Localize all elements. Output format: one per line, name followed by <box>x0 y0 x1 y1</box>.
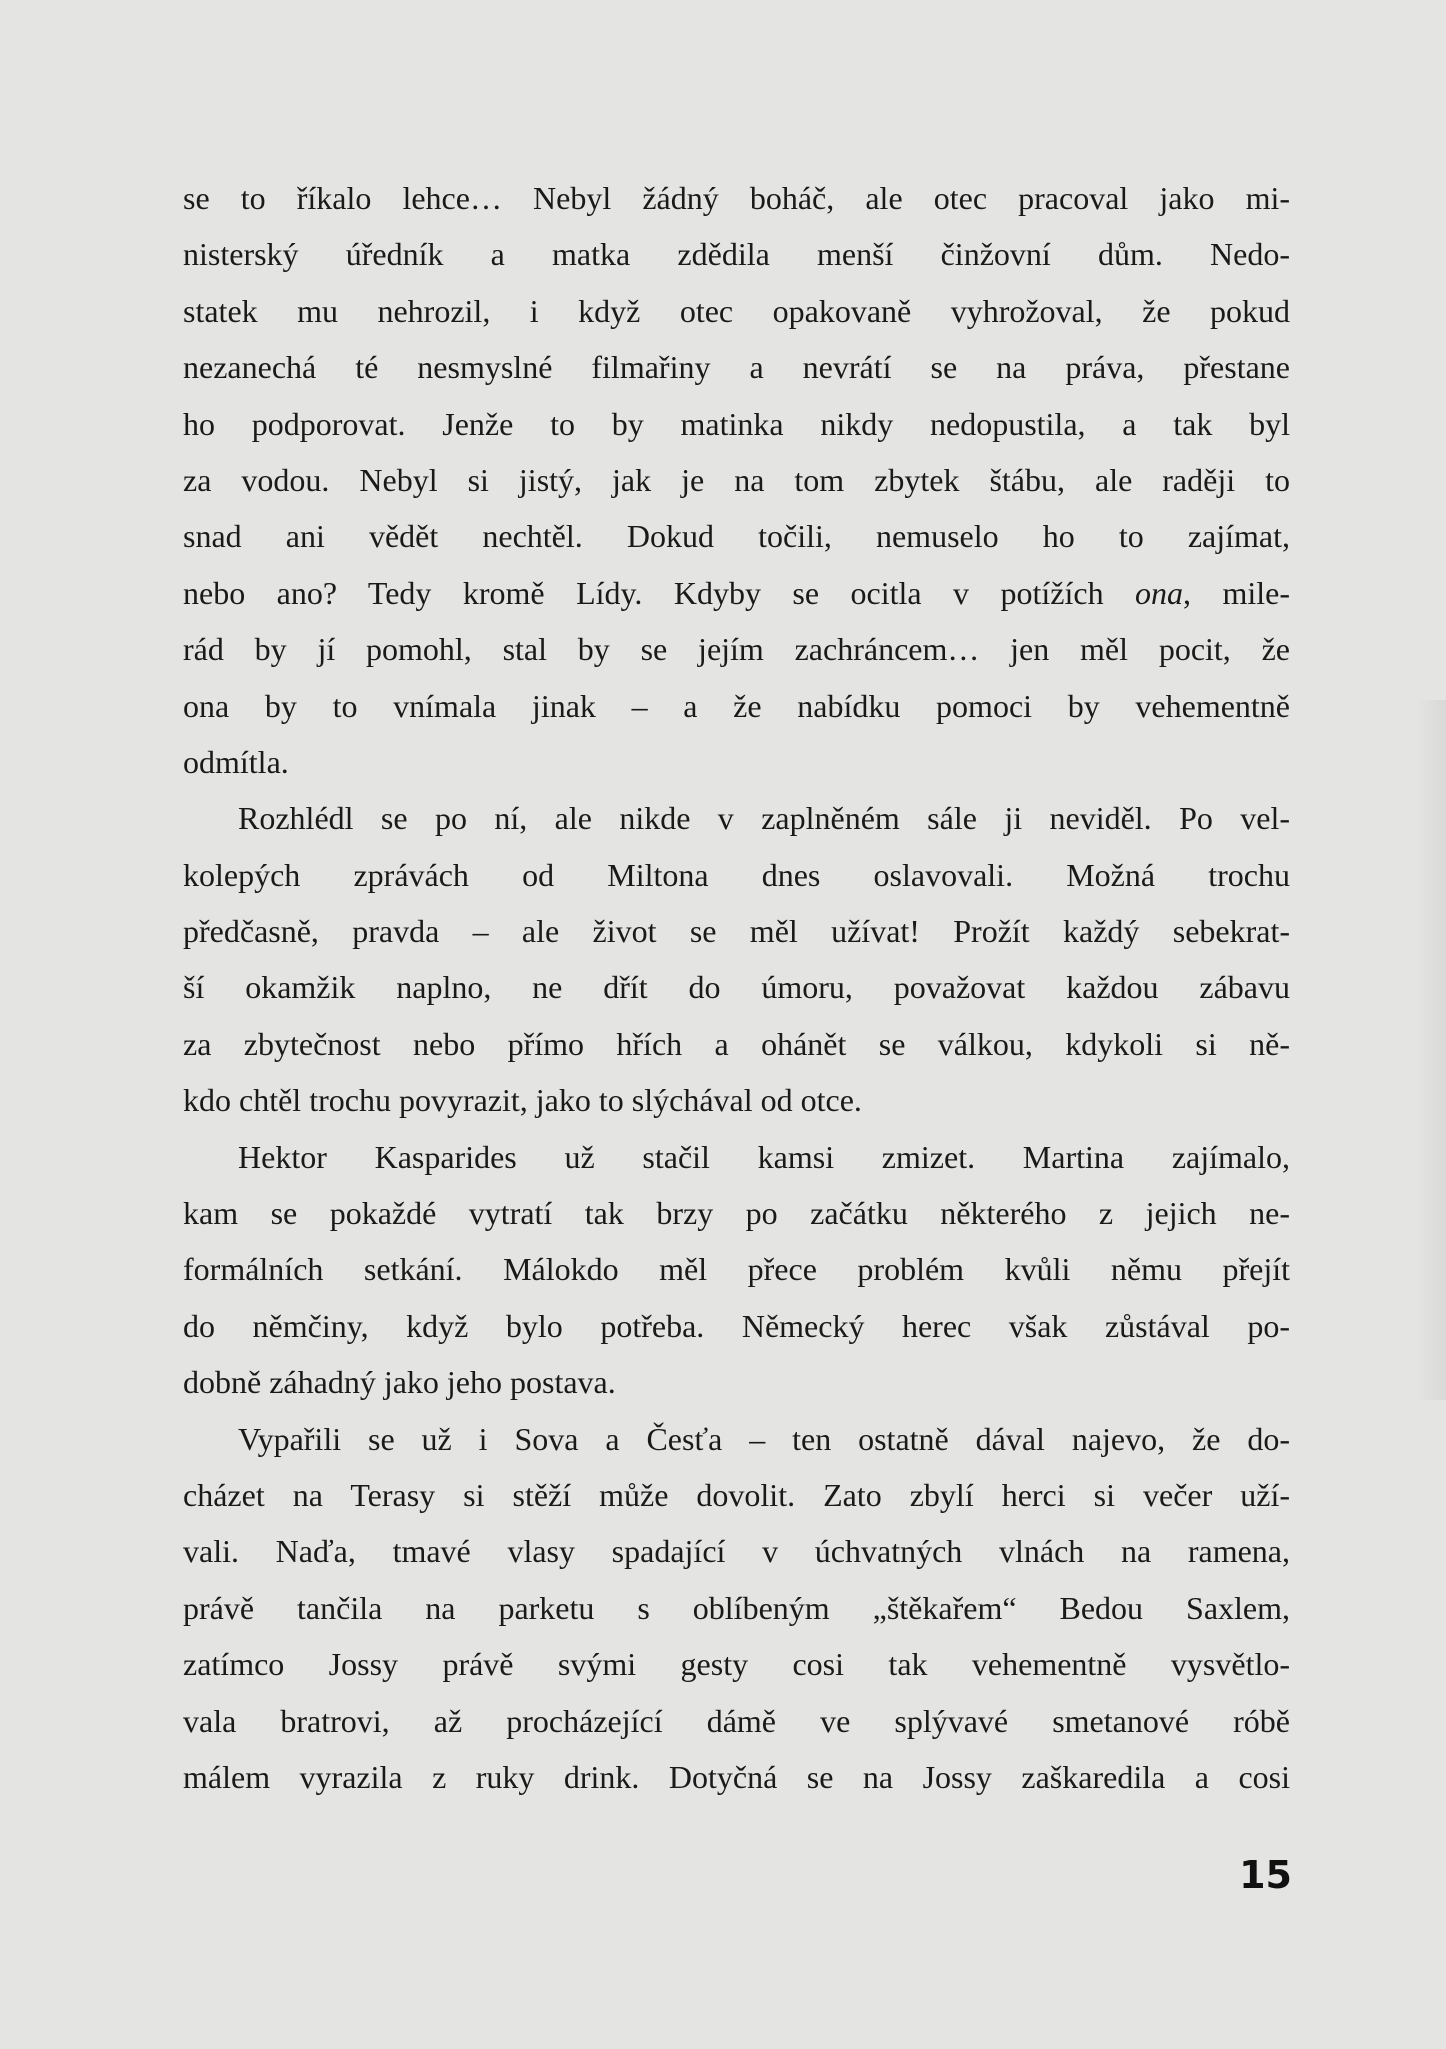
text-line: nebo ano? Tedy kromě Lídy. Kdyby se ocitla v potížích ona, mile- <box>183 574 1290 611</box>
text-line: Vypařili se už i Sova a Česťa – ten ostatně dával najevo, že do- <box>238 1420 1290 1457</box>
text-line: Rozhlédl se po ní, ale nikde v zaplněném sále ji neviděl. Po vel- <box>238 800 1290 837</box>
text-line: formálních setkání. Málokdo měl přece problém kvůli němu přejít <box>183 1251 1290 1288</box>
text-line: předčasně, pravda – ale život se měl užívat! Prožít každý sebekrat- <box>183 913 1290 950</box>
text-line: nisterský úředník a matka zdědila menší činžovní dům. Nedo- <box>183 236 1290 273</box>
text-line: za zbytečnost nebo přímo hřích a ohánět se válkou, kdykoli si ně- <box>183 1025 1290 1062</box>
text-line: statek mu nehrozil, i když otec opakovaně vyhrožoval, že pokud <box>183 292 1290 329</box>
emphasized-word: ona <box>1135 574 1184 611</box>
text-line: vali. Naďa, tmavé vlasy spadající v úchvatných vlnách na ramena, <box>183 1533 1290 1570</box>
body-text <box>183 170 1290 1805</box>
text-line: odmítla. <box>183 743 289 780</box>
text-line: se to říkalo lehce… Nebyl žádný boháč, ale otec pracoval jako mi- <box>183 180 1290 216</box>
text-line: dobně záhadný jako jeho postava. <box>183 1364 616 1401</box>
text-line: do němčiny, když bylo potřeba. Německý herec však zůstával po- <box>183 1307 1290 1344</box>
page-edge-shadow <box>1416 700 1446 1400</box>
text-line: vala bratrovi, až procházející dámě ve splývavé smetanové róbě <box>183 1702 1290 1739</box>
text-line: za vodou. Nebyl si jistý, jak je na tom zbytek štábu, ale raději to <box>183 461 1290 498</box>
text-line: ší okamžik naplno, ne dřít do úmoru, považovat každou zábavu <box>183 969 1290 1006</box>
text-line: kolepých zprávách od Miltona dnes oslavovali. Možná trochu <box>183 856 1290 893</box>
page-number: 15 <box>1239 1853 1292 1897</box>
text-line: zatímco Jossy právě svými gesty cosi tak vehementně vysvětlo- <box>183 1646 1290 1683</box>
text-line: ho podporovat. Jenže to by matinka nikdy nedopustila, a tak byl <box>183 405 1290 442</box>
text-line: nezanechá té nesmyslné filmařiny a nevrátí se na práva, přestane <box>183 349 1290 386</box>
text-line: málem vyrazila z ruky drink. Dotyčná se na Jossy zaškaredila a cosi <box>183 1758 1290 1795</box>
text-line: Hektor Kasparides už stačil kamsi zmizet. Martina zajímalo, <box>238 1138 1290 1175</box>
text-line: kdo chtěl trochu povyrazit, jako to slýchával od otce. <box>183 1082 862 1119</box>
text-line: cházet na Terasy si stěží může dovolit. Zato zbylí herci si večer uží- <box>183 1476 1290 1513</box>
text-line: právě tančila na parketu s oblíbeným „štěkařem“ Bedou Saxlem, <box>183 1589 1290 1626</box>
text-line: snad ani vědět nechtěl. Dokud točili, nemuselo ho to zajímat, <box>183 518 1290 555</box>
text-line: ona by to vnímala jinak – a že nabídku pomoci by vehementně <box>183 687 1290 724</box>
text-line: kam se pokaždé vytratí tak brzy po začátku některého z jejich ne- <box>183 1195 1290 1232</box>
text-line: rád by jí pomohl, stal by se jejím zachráncem… jen měl pocit, že <box>183 631 1290 668</box>
